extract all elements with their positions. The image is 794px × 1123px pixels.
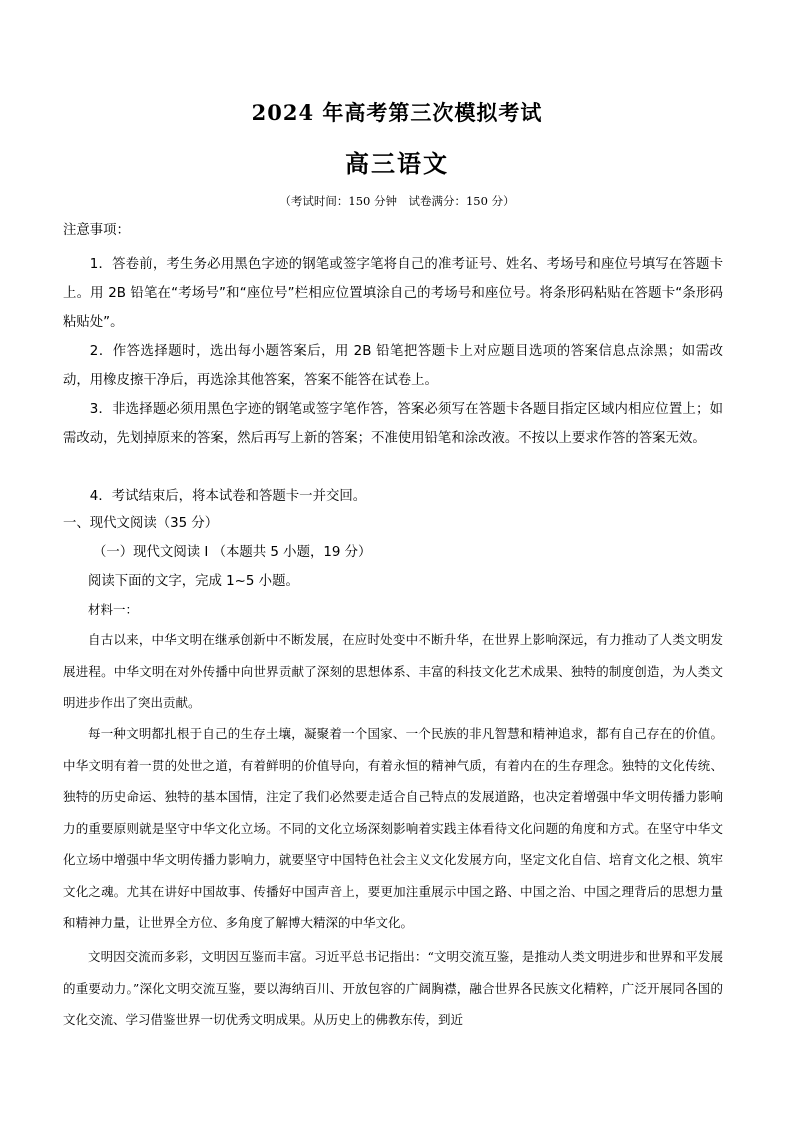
- material-paragraph: 文明因交流而多彩，文明因互鉴而丰富。习近平总书记指出：“文明交流互鉴，是推动人类文明进步和世界和平发展的重要动力。”深化文明交流互鉴，要以海纳百川、开放包容的广阔胸襟，融合世界各民族文化精粹，广泛开展同各国的文化交流、学习借鉴世界一切优秀文明成果。从历史上的佛教东传，到近: [63, 949, 723, 1027]
- notice-item: 2．作答选择题时，选出每小题答案后，用 2B 铅笔把答题卡上对应题目选项的答案信息点涂黑；如需改动，用橡皮擦干净后，再选涂其他答案，答案不能答在试卷上。: [63, 344, 723, 388]
- exam-title: 2024 年高考第三次模拟考试: [251, 100, 543, 125]
- material-paragraph: 每一种文明都扎根于自己的生存土壤，凝聚着一个国家、一个民族的非凡智慧和精神追求，都有自己存在的价值。中华文明有着一贯的处世之道，有着鲜明的价值导向，有着永恒的精神气质，有着内在的生存理念。独特的文化传统、独特的历史命运、独特的基本国情，注定了我们必然要走适合自己特点的发展道路，也决定着增强中华文明传播力影响力的重要原则就是坚守中华文化立场。不同的文化立场深刻影响着实践主体看待文化问题的角度和方式。在坚守中华文化立场中增强中华文明传播力影响力，就要坚守中国特色社会主义文化发展方向，坚定文化自信、培育文化之根、筑牢文化之魂。尤其在讲好中国故事、传播好中国声音上，要更加注重展示中国之路、中国之治、中国之理背后的思想力量和精神力量，让世界全方位、多角度了解博大精深的中华文化。: [63, 726, 723, 930]
- notice-title: 注意事项：: [63, 223, 130, 238]
- notice-item: 1．答卷前，考生务必用黑色字迹的钢笔或签字笔将自己的准考证号、姓名、考场号和座位号填写在答题卡上。用 2B 铅笔在“考场号”和“座位号”栏相应位置填涂自己的考场号和座位号。将条形码粘贴在答题卡“条形码粘贴处”。: [63, 257, 723, 330]
- reading-instruction: 阅读下面的文字，完成 1~5 小题。: [88, 574, 299, 589]
- material-paragraph: 自古以来，中华文明在继承创新中不断发展，在应时处变中不断升华，在世界上影响深远，有力推动了人类文明发展进程。中华文明在对外传播中向世界贡献了深刻的思想体系、丰富的科技文化艺术成果、独特的制度创造，为人类文明进步作出了突出贡献。: [63, 632, 723, 710]
- section-title: 一、现代文阅读（35 分）: [63, 516, 219, 531]
- subject-title: 高三语文: [345, 150, 449, 178]
- subsection-title: （一）现代文阅读 I （本题共 5 小题，19 分）: [93, 545, 372, 560]
- exam-info: （考试时间：150 分钟 试卷满分：150 分）: [279, 194, 515, 208]
- material-label: 材料一：: [88, 602, 139, 617]
- notice-item: 3．非选择题必须用黑色字迹的钢笔或签字笔作答，答案必须写在答题卡各题目指定区域内相应位置上；如需改动，先划掉原来的答案，然后再写上新的答案；不准使用铅笔和涂改液。不按以上要求作答的答案无效。: [63, 402, 723, 446]
- notice-item: 4．考试结束后，将本试卷和答题卡一并交回。: [89, 489, 367, 504]
